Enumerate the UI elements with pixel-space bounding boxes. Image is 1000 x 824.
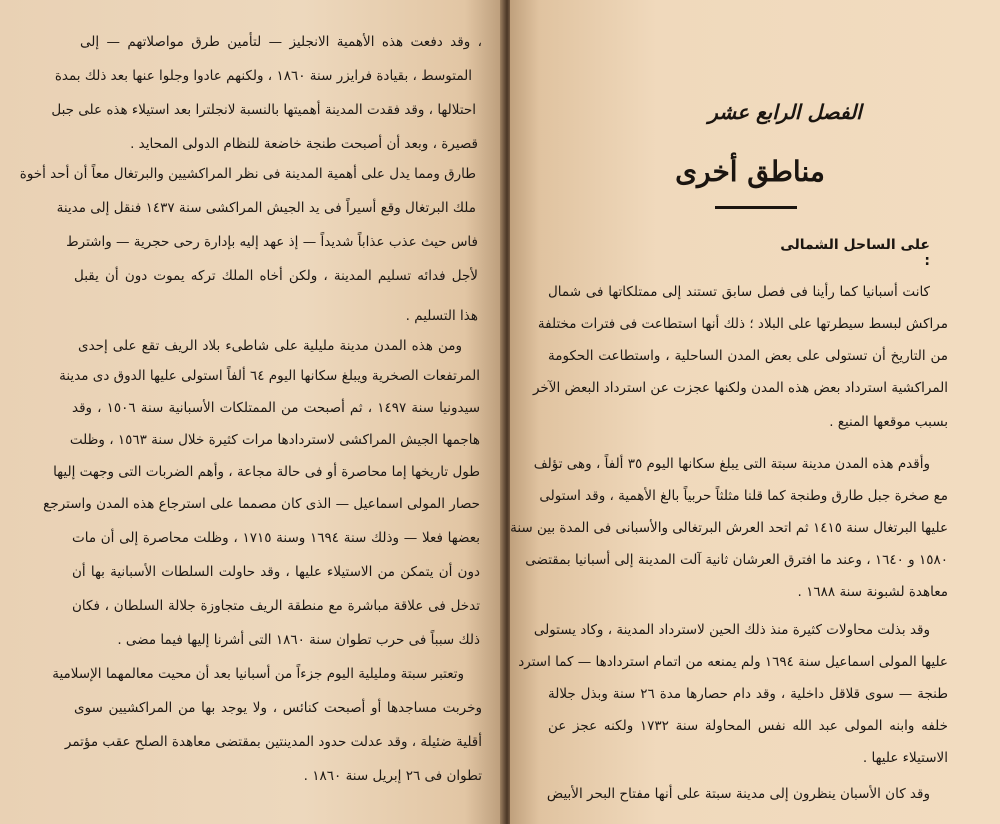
text-line: طارق ومما يدل على أهمية المدينة فى نظر المراكشيين والبرتغال معاً أن أحد أخوة — [19, 166, 476, 182]
text-line: كانت أسبانيا كما رأينا فى فصل سابق تستند إلى ممتلكاتها فى شمال — [548, 284, 930, 300]
text-line: بسبب موقعها المنيع . — [829, 414, 948, 430]
text-line: عليها البرتغال سنة ١٤١٥ ثم اتحد العرش البرتغالى والأسبانى فى المدة بين سنة — [510, 520, 948, 536]
text-line: بعضها فعلا — وذلك سنة ١٦٩٤ وسنة ١٧١٥ ، وظلت محاصرة إلى أن مات — [72, 530, 480, 546]
text-line: المرتفعات الصخرية ويبلغ سكانها اليوم ٦٤ ألفاً استولى عليها الدوق دى مدينة — [59, 368, 480, 384]
text-line: تدخل فى علاقة مباشرة مع منطقة الريف متجاوزة جلالة السلطان ، فكان — [72, 598, 480, 614]
text-line: من التاريخ أن تستولى على بعض المدن الساحلية ، واستطاعت الحكومة — [548, 348, 948, 364]
text-line: وخربت مساجدها أو أصبحت كنائس ، ولا يوجد بها من المراكشيين سوى — [74, 700, 482, 716]
text-line: سيدونيا سنة ١٤٩٧ ، ثم أصبحت من الممتلكات الأسبانية سنة ١٥٠٦ ، وقد — [72, 400, 481, 416]
text-line: وقد كان الأسبان ينظرون إلى مدينة سبتة على أنها مفتاح البحر الأبيض — [546, 786, 930, 802]
text-line: طول تاريخها إما محاصرة أو فى حالة مجاعة ، وأهم الضربات التى وجهت إليها — [53, 464, 480, 480]
text-line: حصار المولى اسماعيل — الذى كان مصمما على استرجاع هذه المدن واسترجع — [43, 496, 480, 512]
text-line: فاس حيث عذب عذاباً شديداً — إذ عهد إليه بإدارة رحى حجرية — واشترط — [66, 234, 478, 250]
text-line: وتعتبر سبتة ومليلية اليوم جزءاً من أسبانيا بعد أن محيت معالمهما الإسلامية — [52, 666, 464, 682]
text-line: هذا التسليم . — [405, 308, 478, 324]
text-line: ومن هذه المدن مدينة مليلية على شاطىء بلاد الريف تقع على إحدى — [78, 338, 462, 354]
text-line: المراكشية استرداد بعض هذه المدن ولكنها عجزت عن استرداد البعض الآخر — [532, 380, 948, 396]
text-line: ، وقد دفعت هذه الأهمية الانجليز — لتأمين طرق مواصلاتهم — إلى — [80, 34, 482, 50]
chapter-label: الفصل الرابع عشر — [708, 100, 862, 124]
text-line: قصيرة ، وبعد أن أصبحت طنجة خاضعة للنظام الدولى المحايد . — [130, 136, 478, 152]
text-line: أقلية ضئيلة ، وقد عدلت حدود المدينتين بمقتضى معاهدة الصلح عقب مؤتمر — [64, 734, 482, 750]
text-line: مع صخرة جبل طارق وطنجة كما قلنا مثلثاً حربياً بالغ الأهمية ، وقد استولى — [539, 488, 948, 504]
chapter-title: مناطق أخرى — [675, 155, 825, 188]
text-line: هاجمها الجيش المراكشى لاستردادها مرات كثيرة خلال سنة ١٥٦٣ ، وظلت — [69, 432, 480, 448]
text-line: معاهدة لشبونة سنة ١٦٨٨ . — [797, 584, 948, 600]
section-heading: على الساحل الشمالى : — [780, 237, 930, 269]
text-line: الاستيلاء عليها . — [862, 750, 948, 766]
text-line: وقد بذلت محاولات كثيرة منذ ذلك الحين لاسترداد المدينة ، وكاد يستولى — [533, 622, 930, 638]
text-line: لأجل فدائه تسليم المدينة ، ولكن أخاه الملك تركه يموت دون أن يقبل — [74, 268, 478, 284]
text-line: ملك البرتغال وقع أسيراً فى يد الجيش المراكشى سنة ١٤٣٧ فنقل إلى مدينة — [56, 200, 476, 216]
text-line: طنجة — سوى قلاقل داخلية ، وقد دام حصارها مدة ٢٦ سنة وبذل جلالة — [548, 686, 948, 702]
text-line: ذلك سبباً فى حرب تطوان سنة ١٨٦٠ التى أشرنا إليها فيما مضى . — [117, 632, 480, 648]
text-line: وأقدم هذه المدن مدينة سبتة التى يبلغ سكانها اليوم ٣٥ ألفاً ، وهى تؤلف — [533, 456, 930, 472]
text-line: دون أن يتمكن من الاستيلاء عليها ، وقد حاولت السلطات الأسبانية بها أن — [72, 564, 480, 580]
text-line: مراكش لبسط سيطرتها على البلاد ؛ ذلك أنها استطاعت فى فترات مختلفة — [537, 316, 948, 332]
text-line: المتوسط ، بقيادة فرايزر سنة ١٨٦٠ ، ولكنهم عادوا وجلوا عنها بعد ذلك بمدة — [54, 68, 472, 84]
text-line: تطوان فى ٢٦ إبريل سنة ١٨٦٠ . — [303, 768, 482, 784]
text-line: خلفه وابنه المولى عبد الله نفس المحاولة سنة ١٧٣٢ ولكنه عجز عن — [548, 718, 948, 734]
title-divider — [715, 206, 797, 209]
text-line: ١٥٨٠ و ١٦٤٠ ، وعند ما افترق العرشان ثانية آلت المدينة إلى أسبانيا بمقتضى — [525, 552, 948, 568]
text-line: احتلالها ، وقد فقدت المدينة أهميتها بالنسبة لانجلترا بعد استيلاء هذه على جبل — [51, 102, 476, 118]
text-line: عليها المولى اسماعيل سنة ١٦٩٤ ولم يمنعه من اتمام استردادها — كما استرد — [518, 654, 948, 670]
